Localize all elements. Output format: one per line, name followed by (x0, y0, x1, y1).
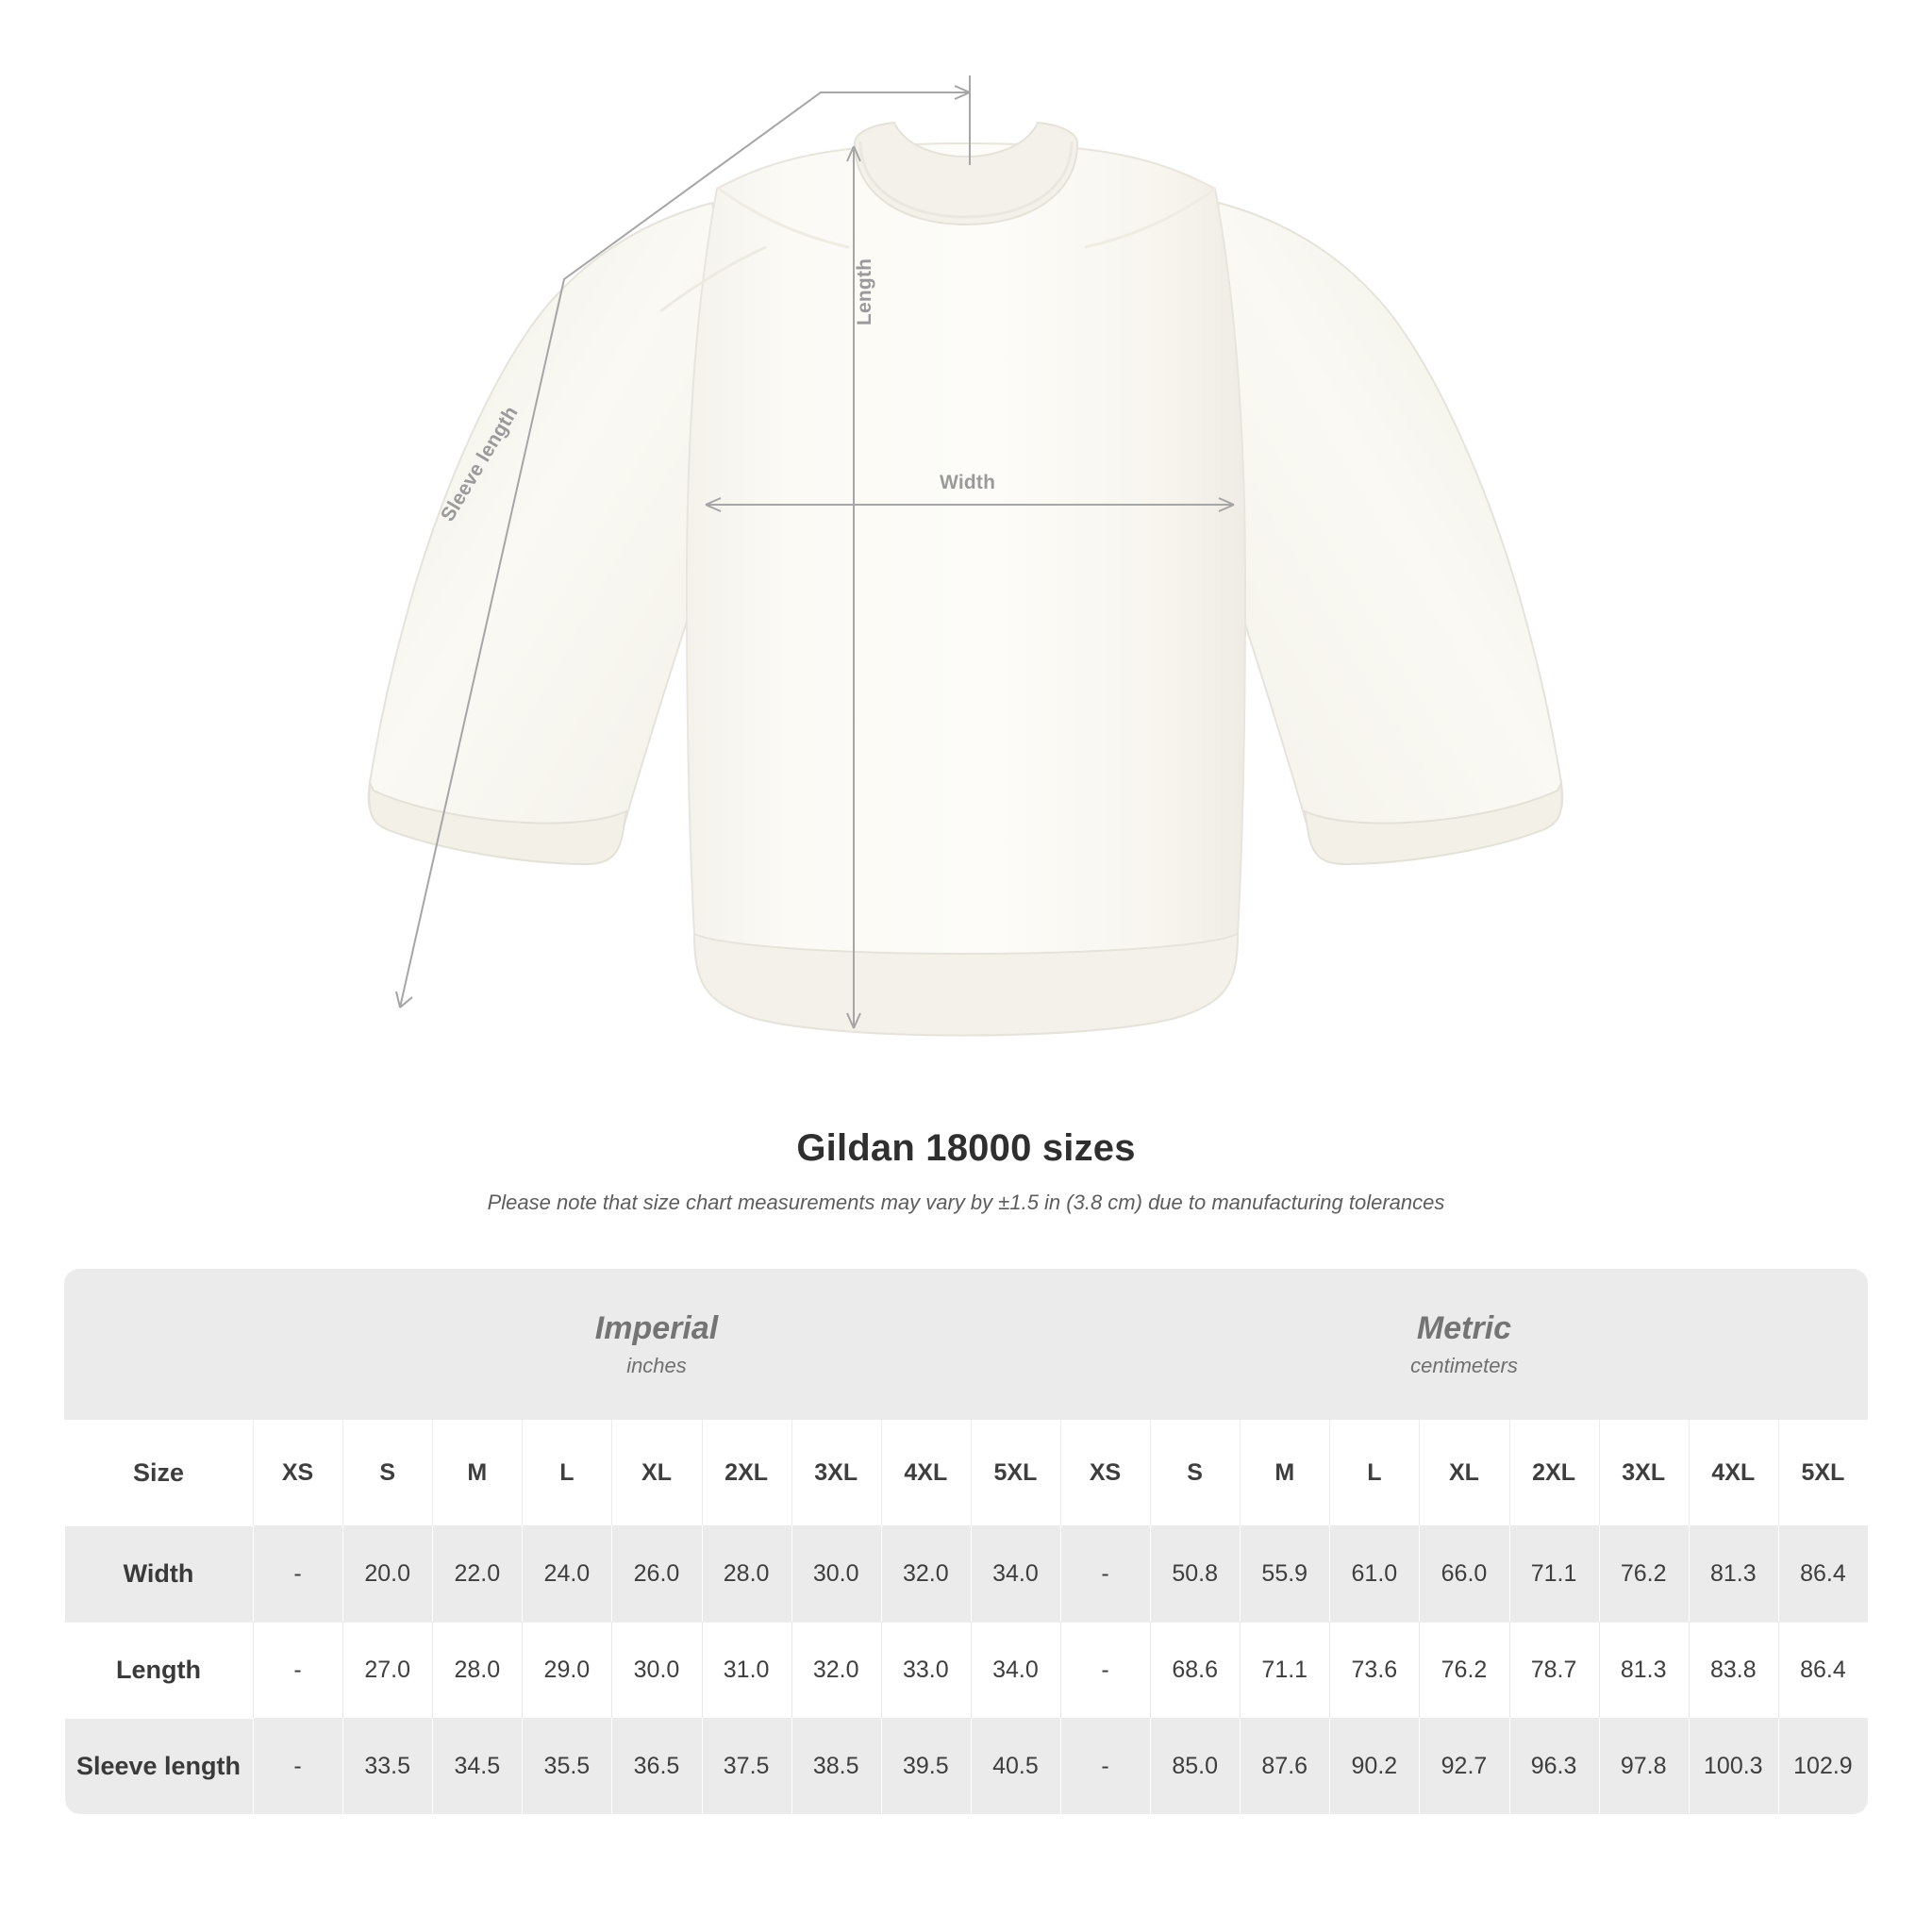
size-header-metric-s: S (1150, 1420, 1240, 1525)
table-row (64, 1525, 1868, 1622)
cell-metric: 87.6 (1240, 1718, 1329, 1814)
cell-metric: - (1060, 1622, 1150, 1718)
cell-metric: 55.9 (1240, 1525, 1329, 1622)
measurement-label: Sleeve length (64, 1718, 253, 1814)
size-table (64, 1269, 1868, 1814)
cell-imperial: 30.0 (611, 1622, 701, 1718)
width-dimension-label: Width (940, 472, 996, 493)
title-block (0, 1127, 1932, 1215)
table-row (64, 1718, 1868, 1814)
size-header-imperial-2xl: 2XL (702, 1420, 791, 1525)
cell-metric: 102.9 (1778, 1718, 1868, 1814)
cell-metric: 92.7 (1419, 1718, 1508, 1814)
sweatshirt-shape (369, 123, 1563, 1036)
size-header-imperial-xl: XL (611, 1420, 701, 1525)
cell-metric: 71.1 (1240, 1622, 1329, 1718)
unit-name: Metric (1416, 1310, 1512, 1347)
cell-metric: 61.0 (1329, 1525, 1419, 1622)
cell-metric: 50.8 (1150, 1525, 1240, 1622)
unit-header-row (64, 1269, 1868, 1420)
cell-metric: 76.2 (1599, 1525, 1689, 1622)
cell-imperial: 34.0 (971, 1622, 1060, 1718)
size-header-imperial-s: S (342, 1420, 432, 1525)
cell-imperial: 28.0 (702, 1525, 791, 1622)
cell-metric: 86.4 (1778, 1622, 1868, 1718)
size-header-imperial-4xl: 4XL (881, 1420, 971, 1525)
cell-imperial: 30.0 (791, 1525, 881, 1622)
cell-imperial: 34.0 (971, 1525, 1060, 1622)
cell-imperial: 37.5 (702, 1718, 791, 1814)
measurement-label: Width (64, 1525, 253, 1622)
tolerance-note: Please note that size chart measurements may vary by ±1.5 in (3.8 cm) due to manufacturing tolerances (487, 1191, 1445, 1214)
size-header-metric-3xl: 3XL (1599, 1420, 1689, 1525)
table-row (64, 1622, 1868, 1718)
cell-metric: 97.8 (1599, 1718, 1689, 1814)
page-title: Gildan 18000 sizes (796, 1127, 1136, 1169)
row-header-label: Size (64, 1420, 253, 1525)
cell-imperial: 26.0 (611, 1525, 701, 1622)
cell-imperial: 31.0 (702, 1622, 791, 1718)
cell-metric: 81.3 (1689, 1525, 1778, 1622)
cell-imperial: 38.5 (791, 1718, 881, 1814)
cell-imperial: 27.0 (342, 1622, 432, 1718)
cell-imperial: 20.0 (342, 1525, 432, 1622)
cell-imperial: 36.5 (611, 1718, 701, 1814)
cell-metric: - (1060, 1718, 1150, 1814)
cell-metric: 100.3 (1689, 1718, 1778, 1814)
cell-imperial: - (253, 1718, 342, 1814)
cell-imperial: 39.5 (881, 1718, 971, 1814)
unit-subtitle: inches (626, 1353, 687, 1377)
cell-metric: 83.8 (1689, 1622, 1778, 1718)
cell-metric: 81.3 (1599, 1622, 1689, 1718)
size-table-wrapper (64, 1269, 1868, 1814)
size-header-metric-xs: XS (1060, 1420, 1150, 1525)
cell-metric: - (1060, 1525, 1150, 1622)
cell-metric: 85.0 (1150, 1718, 1240, 1814)
size-header-metric-2xl: 2XL (1509, 1420, 1599, 1525)
unit-header-metric (1060, 1269, 1868, 1420)
size-header-metric-5xl: 5XL (1778, 1420, 1868, 1525)
sleeve-dimension-label: Sleeve length (437, 402, 523, 525)
cell-imperial: 28.0 (432, 1622, 522, 1718)
cell-imperial: 33.5 (342, 1718, 432, 1814)
cell-metric: 68.6 (1150, 1622, 1240, 1718)
cell-imperial: - (253, 1525, 342, 1622)
cell-imperial: 22.0 (432, 1525, 522, 1622)
length-dimension-label: Length (854, 258, 875, 325)
cell-metric: 90.2 (1329, 1718, 1419, 1814)
cell-metric: 66.0 (1419, 1525, 1508, 1622)
cell-imperial: - (253, 1622, 342, 1718)
cell-imperial: 33.0 (881, 1622, 971, 1718)
measurement-label: Length (64, 1622, 253, 1718)
unit-header-spacer (64, 1269, 253, 1420)
size-header-metric-l: L (1329, 1420, 1419, 1525)
size-header-imperial-5xl: 5XL (971, 1420, 1060, 1525)
cell-metric: 86.4 (1778, 1525, 1868, 1622)
cell-imperial: 34.5 (432, 1718, 522, 1814)
size-header-row (64, 1420, 1868, 1525)
cell-imperial: 29.0 (522, 1622, 611, 1718)
size-header-imperial-3xl: 3XL (791, 1420, 881, 1525)
cell-metric: 76.2 (1419, 1622, 1508, 1718)
cell-metric: 73.6 (1329, 1622, 1419, 1718)
cell-imperial: 40.5 (971, 1718, 1060, 1814)
cell-imperial: 24.0 (522, 1525, 611, 1622)
cell-imperial: 32.0 (791, 1622, 881, 1718)
cell-imperial: 35.5 (522, 1718, 611, 1814)
unit-header-imperial (253, 1269, 1060, 1420)
cell-metric: 78.7 (1509, 1622, 1599, 1718)
size-header-metric-xl: XL (1419, 1420, 1508, 1525)
size-header-imperial-xs: XS (253, 1420, 342, 1525)
size-header-imperial-m: M (432, 1420, 522, 1525)
cell-imperial: 32.0 (881, 1525, 971, 1622)
unit-subtitle: centimeters (1410, 1353, 1518, 1377)
size-header-metric-4xl: 4XL (1689, 1420, 1778, 1525)
cell-metric: 71.1 (1509, 1525, 1599, 1622)
size-header-imperial-l: L (522, 1420, 611, 1525)
size-header-metric-m: M (1240, 1420, 1329, 1525)
unit-name: Imperial (594, 1310, 719, 1347)
cell-metric: 96.3 (1509, 1718, 1599, 1814)
